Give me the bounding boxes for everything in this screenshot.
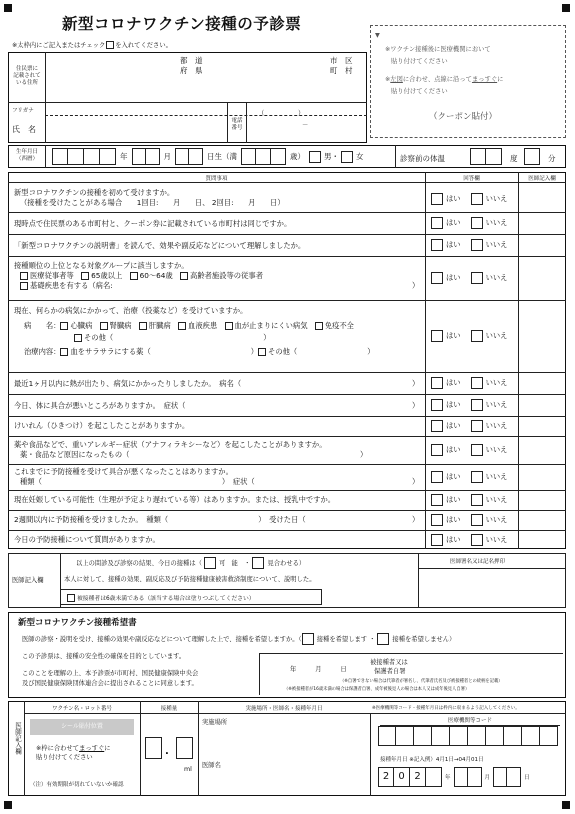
- vaccine-header: ワクチン名・ロット番号: [51, 706, 113, 712]
- no-checkbox[interactable]: [471, 494, 483, 506]
- facility-worker-checkbox[interactable]: [180, 272, 188, 280]
- no-checkbox[interactable]: [471, 534, 483, 546]
- yes-checkbox[interactable]: [431, 494, 443, 506]
- registration-mark: [4, 4, 12, 12]
- address-prefecture[interactable]: 都 道 府 県: [180, 56, 203, 75]
- place-label: 実施場所: [202, 719, 228, 726]
- date-month: 月: [484, 775, 491, 781]
- dose-decimal-box[interactable]: [176, 737, 193, 759]
- yes-checkbox[interactable]: [431, 330, 443, 342]
- minute-label: 分: [548, 154, 556, 163]
- no-checkbox[interactable]: [471, 420, 483, 432]
- q6-close: ）: [412, 379, 420, 388]
- age-digit[interactable]: [271, 148, 286, 165]
- birth-month-digit[interactable]: [132, 148, 146, 165]
- answer-3: はい いいえ: [431, 239, 521, 251]
- blood-disease-checkbox[interactable]: [178, 322, 186, 330]
- year-digit-0: 0: [394, 767, 410, 787]
- kidney-disease-checkbox[interactable]: [100, 322, 108, 330]
- no-checkbox[interactable]: [471, 399, 483, 411]
- question-6: 最近1ヶ月以内に熱が出たり、病気にかかったりしましたか。 病名（: [14, 379, 242, 388]
- yes-checkbox[interactable]: [431, 444, 443, 456]
- birth-year-digit[interactable]: [84, 148, 100, 165]
- bleeding-disorder-checkbox[interactable]: [225, 322, 233, 330]
- other-treatment-checkbox[interactable]: [258, 348, 266, 356]
- birth-year-digit[interactable]: [52, 148, 68, 165]
- q4-close: ）: [412, 281, 420, 290]
- birth-day-digit[interactable]: [189, 148, 203, 165]
- question-13: 今日の予防接種について質問がありますか。: [14, 535, 160, 544]
- answer-4: はい いいえ: [431, 272, 521, 284]
- day-digit[interactable]: [507, 767, 521, 787]
- header-answers: 回答欄: [463, 176, 480, 182]
- answer-7: はい いいえ: [431, 399, 521, 411]
- bottom-doctor-label: 医師記入欄: [14, 722, 22, 755]
- month-digit[interactable]: [468, 767, 482, 787]
- answer-12: はい いいえ: [431, 514, 521, 526]
- dose-integer-box[interactable]: [145, 737, 162, 759]
- consent-title: 新型コロナワクチン接種希望書: [18, 618, 137, 628]
- signer-note-1: （※自署できない場合は代筆者が署名し、代筆者氏名及び被接種者との続柄を記載）: [340, 679, 503, 684]
- year-label: 年: [120, 152, 128, 161]
- no-checkbox[interactable]: [471, 272, 483, 284]
- signer-label: 被接種者又は 保護者自署: [370, 659, 408, 675]
- year-digit-2: 2: [378, 767, 394, 787]
- consent-agree-1: このことを理解の上、本予診票が市町村、国民健康保険中央会: [22, 670, 199, 677]
- coupon-line3: ※左図に合わせ、点線に沿ってまっすぐに: [385, 76, 504, 83]
- vaccination-date-fields: [378, 767, 530, 787]
- birth-year-digit[interactable]: [100, 148, 116, 165]
- doctor-judgment: 以上の問診及び診察の結果、今日の接種は（ 可 能 ・ 見合わせる）: [76, 557, 305, 569]
- male-label: 男・: [324, 152, 339, 161]
- wish-yes-checkbox[interactable]: [302, 633, 314, 645]
- question-1: 新型コロナワクチンの接種を初めて受けますか。 （接種を受けたことがある場合 1回目: 月 日、 2回目: 月 日）: [14, 188, 285, 207]
- age-digit[interactable]: [241, 148, 256, 165]
- yes-checkbox[interactable]: [431, 420, 443, 432]
- birth-fields: [52, 148, 364, 165]
- no-checkbox[interactable]: [471, 330, 483, 342]
- question-7: 今日、体に具合が悪いところがありますか。 症状（: [14, 401, 186, 410]
- dose-decimal-point: .: [165, 746, 169, 757]
- male-checkbox[interactable]: [309, 151, 321, 163]
- no-checkbox[interactable]: [471, 217, 483, 229]
- birth-month-digit[interactable]: [146, 148, 160, 165]
- no-checkbox[interactable]: [471, 514, 483, 526]
- doctor-name-label: 医師名: [202, 762, 221, 769]
- answer-10: はい いいえ: [431, 471, 521, 483]
- registration-mark: [562, 801, 570, 809]
- day-label: 日生（満: [207, 152, 237, 161]
- temp-decimal-box[interactable]: [524, 148, 540, 165]
- sticker-position[interactable]: シール貼付位置: [30, 719, 134, 735]
- answer-8: はい いいえ: [431, 420, 521, 432]
- yes-checkbox[interactable]: [431, 534, 443, 546]
- underlying-disease-checkbox[interactable]: [20, 282, 28, 290]
- immunodeficiency-checkbox[interactable]: [315, 322, 323, 330]
- consent-purpose: この予診票は、接種の安全性の確保を目的としています。: [22, 653, 186, 660]
- no-checkbox[interactable]: [471, 377, 483, 389]
- temperature-label: 診察前の体温: [400, 154, 445, 163]
- birth-label: 生年月日 （西暦）: [15, 149, 38, 162]
- question-12: 2週間以内に予防接種を受けましたか。 種類（ ） 受けた日（: [14, 515, 306, 524]
- name-field[interactable]: [46, 116, 226, 142]
- yes-checkbox[interactable]: [431, 399, 443, 411]
- month-label: 月: [163, 152, 171, 161]
- date-day: 日: [524, 775, 530, 781]
- possible-checkbox[interactable]: [204, 557, 216, 569]
- age65-checkbox[interactable]: [81, 272, 89, 280]
- other-disease-checkbox[interactable]: [74, 334, 82, 342]
- vaccination-date-note: 接種年月日 ※記入例）4月1日→04月01日: [380, 757, 484, 763]
- liver-disease-checkbox[interactable]: [139, 322, 147, 330]
- heart-disease-checkbox[interactable]: [60, 322, 68, 330]
- address-label: 住民票に 記載されて いる住所: [13, 66, 41, 86]
- question-3: 「新型コロナワクチンの説明書」を読んで、効果や副反応などについて理解しましたか。: [14, 241, 306, 250]
- dose-header: 接種量: [160, 706, 178, 712]
- yes-checkbox[interactable]: [431, 193, 443, 205]
- question-10: これまでに予防接種を受けて具合が悪くなったことはありますか。 種類（ ） 症状（: [14, 467, 255, 486]
- female-label: 女: [356, 152, 364, 161]
- expiry-check: （注）有効期限が切れていないか確認: [30, 782, 124, 788]
- question-9: 薬や食品などで、重いアレルギー症状（アナフィラキシーなど）を起こしたことがありますか。 薬・食品など原因になったもの（: [14, 440, 327, 459]
- coupon-area[interactable]: ▼ ※ワクチン接種後に医療機関において 貼り付けてください ※左図に合わせ、点線に沿ってまっすぐに 貼り付けてください （クーポン貼付）: [370, 25, 566, 138]
- degree-label: 度: [510, 154, 518, 163]
- day-digit[interactable]: [493, 767, 507, 787]
- instruction-text: ※太枠内にご記入またはチェック: [12, 42, 106, 49]
- birth-day-digit[interactable]: [175, 148, 189, 165]
- registration-mark: [562, 4, 570, 12]
- age-label: 歳）: [290, 152, 305, 161]
- check-sample-icon: [106, 41, 114, 49]
- blood-thinner-checkbox[interactable]: [60, 348, 68, 356]
- wish-no-checkbox[interactable]: [377, 633, 389, 645]
- age-digit[interactable]: [256, 148, 271, 165]
- question-2: 現時点で住民票のある市町村と、クーポン券に記載されている市町村は同じですか。: [14, 219, 292, 228]
- year-digit-input[interactable]: [426, 767, 442, 787]
- code-note: ※医療機関等コード・接種年月日は枠内に収まるよう記入してください。: [372, 706, 520, 711]
- coupon-line4: 貼り付けてください: [391, 88, 448, 95]
- page-title: 新型コロナワクチン接種の予診票: [62, 15, 302, 33]
- under-6-checkbox[interactable]: [67, 594, 75, 602]
- date-year: 年: [445, 775, 451, 781]
- q10-close: ）: [412, 477, 420, 486]
- coupon-label: （クーポン貼付）: [429, 112, 498, 122]
- answer-13: はい いいえ: [431, 534, 521, 546]
- answer-2: はい いいえ: [431, 217, 521, 229]
- coupon-line1: ※ワクチン接種後に医療機関において: [385, 46, 491, 53]
- under-6-box[interactable]: 被接種者は6歳未満である（該当する場合は塗りつぶしてください）: [60, 589, 322, 605]
- address-city[interactable]: 市 区 町 村: [330, 56, 353, 75]
- question-8: けいれん（ひきつけ）を起こしたことがありますか。: [14, 421, 190, 430]
- yes-checkbox[interactable]: [431, 471, 443, 483]
- consent-agree-2: 及び国民健康保険団体連合会に提出されることに同意します。: [22, 680, 198, 687]
- header-questions: 質問事項: [205, 176, 228, 182]
- no-checkbox[interactable]: [471, 193, 483, 205]
- temp-digit[interactable]: [486, 148, 502, 165]
- sticker-instruction: ※枠に合わせてまっすぐに 貼り付けてください: [36, 745, 111, 761]
- instruction: [12, 40, 172, 49]
- doctor-explanation: 本人に対して、接種の効果、副反応及び予防接種健康被害救済制度について、説明した。: [64, 576, 316, 583]
- q7-close: ）: [412, 401, 420, 410]
- doctor-signature-label: 医師署名又は記名押印: [450, 559, 506, 565]
- answer-1: はい いいえ: [431, 193, 521, 205]
- phone-field[interactable]: （ ） －: [258, 110, 309, 129]
- registration-mark: [4, 801, 12, 809]
- age60-64-checkbox[interactable]: [130, 272, 138, 280]
- female-checkbox[interactable]: [341, 151, 353, 163]
- question-11: 現在妊娠している可能性（生理が予定より遅れている等）はありますか。または、授乳中ですか。: [14, 495, 336, 504]
- yes-checkbox[interactable]: [431, 272, 443, 284]
- answer-11: はい いいえ: [431, 494, 521, 506]
- furigana-label: フリガナ: [12, 108, 34, 114]
- year-digit-2b: 2: [410, 767, 426, 787]
- answer-9: はい いいえ: [431, 444, 521, 456]
- no-checkbox[interactable]: [471, 444, 483, 456]
- yes-checkbox[interactable]: [431, 217, 443, 229]
- institution-code-label: 医療機関等コード: [380, 716, 560, 726]
- signer-note-2: （※被接種者が16歳未満の場合は保護者自署、成年被後見人の場合は本人又は成年後見人自署）: [284, 687, 470, 692]
- place-header: 実施場所・医師名・接種年月日: [245, 706, 323, 712]
- yes-checkbox[interactable]: [431, 514, 443, 526]
- instruction-tail: を入れてください。: [115, 42, 172, 49]
- ml-unit: ml: [184, 766, 192, 773]
- birth-year-digit[interactable]: [68, 148, 84, 165]
- question-4: 接種順位の上位となる対象グループに該当しますか。 医療従事者等 65歳以上 60～64歳 高齢者施設等の従事者 基礎疾患を有する（病名:: [14, 261, 263, 290]
- answer-6: はい いいえ: [431, 377, 521, 389]
- phone-label: 電話 番号: [231, 118, 243, 131]
- postpone-checkbox[interactable]: [252, 557, 264, 569]
- no-checkbox[interactable]: [471, 239, 483, 251]
- no-checkbox[interactable]: [471, 471, 483, 483]
- consent-question: 医師の診察・説明を受け、接種の効果や副反応などについて理解した上で、接種を希望しますか。（ 接種を希望します ・ 接種を希望しません）: [22, 633, 455, 645]
- yes-checkbox[interactable]: [431, 377, 443, 389]
- q9-close: ）: [360, 450, 368, 459]
- month-digit[interactable]: [454, 767, 468, 787]
- header-doctor: 医師記入欄: [528, 176, 556, 182]
- coupon-line2: 貼り付けてください: [391, 58, 448, 65]
- healthcare-worker-checkbox[interactable]: [20, 272, 28, 280]
- doctor-section-label: 医師記入欄: [12, 577, 44, 584]
- yes-checkbox[interactable]: [431, 239, 443, 251]
- consent-date: 年 月 日: [290, 666, 347, 673]
- question-5: 現在、何らかの病気にかかって、治療（投薬など）を受けていますか。 病 名： 心臓病 腎臓病 肝臓病 血液疾患 血が止まりにくい病気 免疫不全 その他（ ） 治療内容： 血をサラサラにする薬（ ） その他（ ）: [14, 306, 375, 356]
- institution-code-boxes[interactable]: [378, 726, 558, 746]
- temp-digit[interactable]: [470, 148, 486, 165]
- name-label: 氏 名: [12, 125, 36, 134]
- answer-5: はい いいえ: [431, 330, 521, 342]
- q12-close: ）: [412, 515, 420, 524]
